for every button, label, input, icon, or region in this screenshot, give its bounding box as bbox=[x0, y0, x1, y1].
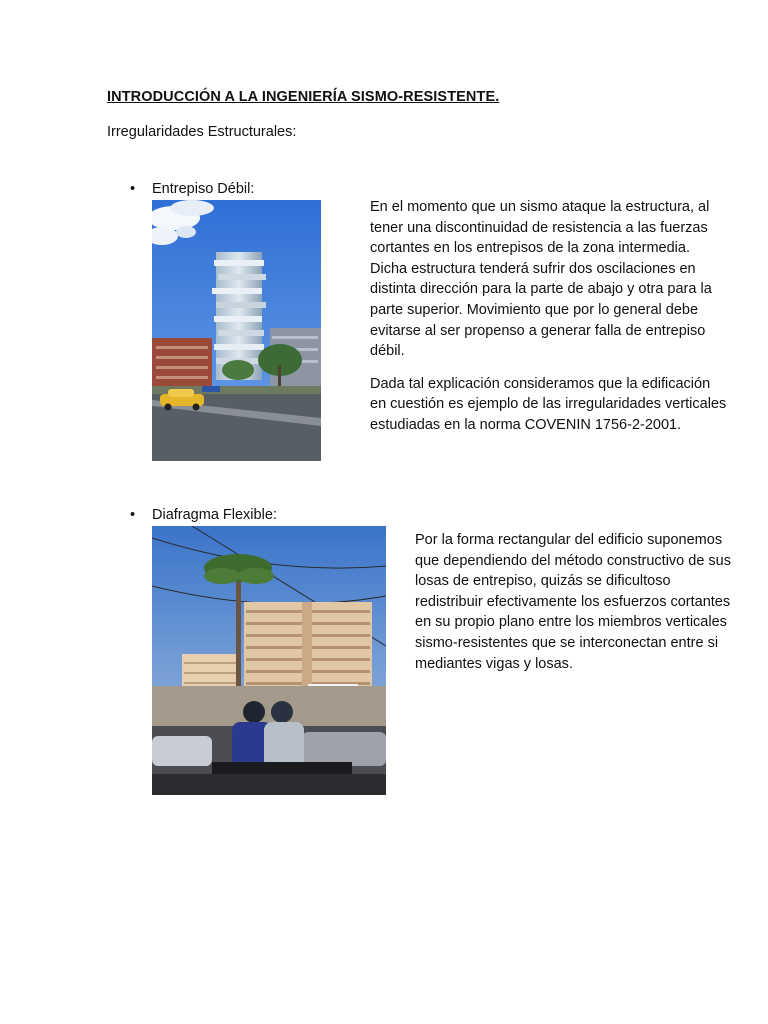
bullet-item-diafragma-flexible bbox=[130, 507, 277, 523]
paragraph: Dada tal explicación consideramos que la edificación en cuestión es ejemplo de las irregularidades verticales estudiadas en la norma COVENIN 1756-2-2001. bbox=[370, 375, 727, 433]
rectangular-building-photo bbox=[152, 526, 386, 795]
bullet-heading: Diafragma Flexible: bbox=[152, 507, 277, 523]
bullet-marker: • bbox=[130, 507, 136, 523]
section-subtitle: Irregularidades Estructurales: bbox=[107, 124, 297, 140]
paragraph: En el momento que un sismo ataque la estructura, al tener una discontinuidad de resistencia a las fuerzas cortantes en los entrepisos de la zona intermedia. Dicha estructura tenderá sufrir dos oscilaciones en distinta dirección para la parte de abajo y otra para la parte superior. Movimiento que por lo general debe evitarse al ser propenso a generar falla de entrepiso débil. bbox=[370, 199, 712, 360]
page-title: INTRODUCCIÓN A LA INGENIERÍA SISMO-RESISTENTE. bbox=[107, 89, 500, 105]
entrepiso-debil-text bbox=[370, 197, 730, 436]
tower-building-photo bbox=[152, 200, 321, 461]
paragraph: Por la forma rectangular del edificio suponemos que dependiendo del método constructivo de sus losas de entrepiso, quizás se dificultoso redistribuir efectivamente los esfuerzos cortantes en su propio plano entre los miembros verticales sismo-resistentes que se interconectan entre si mediantes vigas y losas. bbox=[415, 532, 731, 672]
bullet-marker: • bbox=[130, 181, 136, 197]
bullet-heading: Entrepiso Débil: bbox=[152, 181, 255, 197]
bullet-item-entrepiso-debil bbox=[130, 181, 254, 197]
diafragma-flexible-text bbox=[415, 530, 735, 674]
